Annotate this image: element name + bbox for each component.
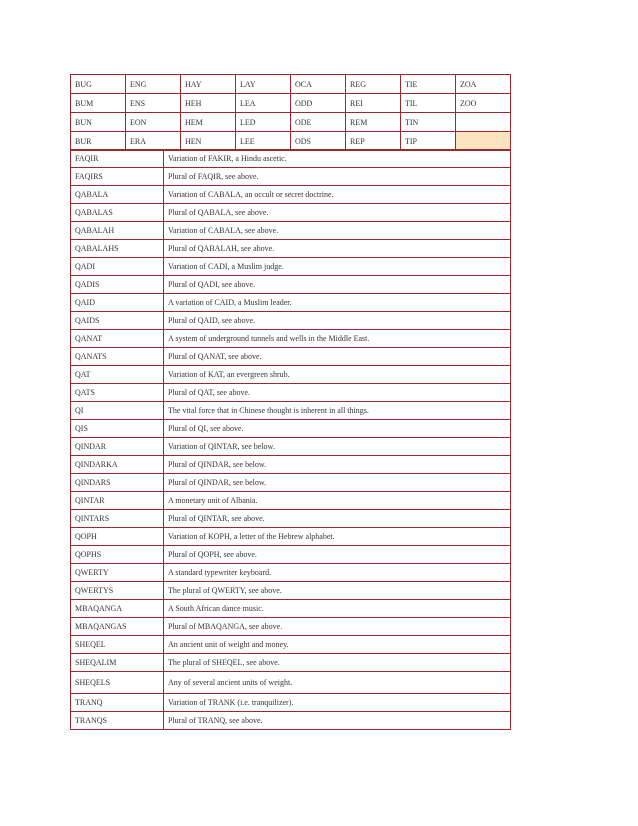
definition-word: QOPH [71,528,164,546]
definition-word: QINDARKA [71,456,164,474]
definition-row [71,694,511,712]
definition-word: QABALAS [71,204,164,222]
definition-text: A variation of CAID, a Muslim leader. [164,294,511,312]
definition-row [71,654,511,672]
definition-text: Variation of CADI, a Muslim judge. [164,258,511,276]
definition-text: Plural of QINDAR, see below. [164,474,511,492]
definition-row [71,546,511,564]
definition-text: Plural of QABALAH, see above. [164,240,511,258]
definition-text: Variation of KAT, an evergreen shrub. [164,366,511,384]
definition-word: TRANQ [71,694,164,712]
word-grid-row [71,94,511,113]
definition-text: Plural of QANAT, see above. [164,348,511,366]
definition-text: Plural of QINDAR, see below. [164,456,511,474]
definition-word: QANATS [71,348,164,366]
definition-text: Plural of TRANQ, see above. [164,712,511,730]
word-grid-cell: ZOA [456,75,511,94]
word-grid-cell: OCA [291,75,346,94]
word-grid-row [71,75,511,94]
word-grid-cell [456,113,511,132]
definition-word: QABALA [71,186,164,204]
definition-text: The vital force that in Chinese thought is inherent in all things. [164,402,511,420]
word-grid-cell: EON [126,113,181,132]
word-grid-cell: HEN [181,132,236,151]
definition-text: Plural of QAID, see above. [164,312,511,330]
definition-text: Plural of QINTAR, see above. [164,510,511,528]
word-grid-cell: HEM [181,113,236,132]
definition-row [71,712,511,730]
word-grid-cell: REG [346,75,401,94]
word-grid-cell: BUG [71,75,126,94]
definition-word: MBAQANGAS [71,618,164,636]
word-grid-cell: REP [346,132,401,151]
definition-word: QANAT [71,330,164,348]
definition-word: QINDARS [71,474,164,492]
definition-text: A South African dance music. [164,600,511,618]
word-grid-row [71,132,511,151]
definition-word: QABALAH [71,222,164,240]
definition-text: Plural of MBAQANGA, see above. [164,618,511,636]
definition-word: QIS [71,420,164,438]
definition-text: The plural of QWERTY, see above. [164,582,511,600]
word-grid-cell: HAY [181,75,236,94]
definition-row [71,204,511,222]
definition-word: QWERTY [71,564,164,582]
definition-row [71,348,511,366]
definition-word: QATS [71,384,164,402]
definition-row [71,258,511,276]
definition-row [71,402,511,420]
word-grid-cell: ODD [291,94,346,113]
definition-row [71,294,511,312]
definition-word: QWERTYS [71,582,164,600]
word-grid-cell: REM [346,113,401,132]
definition-word: QINDAR [71,438,164,456]
definition-text: A standard typewriter keyboard. [164,564,511,582]
word-grid-cell: LEA [236,94,291,113]
definition-row [71,618,511,636]
word-grid-cell: LAY [236,75,291,94]
definition-word: QI [71,402,164,420]
definition-word: MBAQANGA [71,600,164,618]
definition-text: Variation of FAKIR, a Hindu ascetic. [164,150,511,168]
definition-text: Variation of KOPH, a letter of the Hebrew alphabet. [164,528,511,546]
word-grid-cell: ODS [291,132,346,151]
definition-word: QOPHS [71,546,164,564]
word-grid-cell: TIL [401,94,456,113]
word-grid-cell: BUN [71,113,126,132]
word-grid-cell: LEE [236,132,291,151]
definition-word: FAQIRS [71,168,164,186]
definitions-body [71,150,511,730]
word-grid-cell [456,132,511,151]
definition-word: FAQIR [71,150,164,168]
definition-text: A system of underground tunnels and wells in the Middle East. [164,330,511,348]
definition-text: Plural of QADI, see above. [164,276,511,294]
definition-word: QINTARS [71,510,164,528]
definition-text: Variation of CABALA, see above. [164,222,511,240]
word-grid-cell: BUR [71,132,126,151]
definition-word: SHEQALIM [71,654,164,672]
definition-word: QAIDS [71,312,164,330]
definition-row [71,474,511,492]
definition-row [71,168,511,186]
definition-text: Variation of TRANK (i.e. tranquilizer). [164,694,511,712]
definition-word: QADIS [71,276,164,294]
word-grid-cell: REI [346,94,401,113]
word-grid-cell: TIN [401,113,456,132]
word-grid-table [70,74,511,151]
definitions-table [70,149,511,730]
definition-text: A monetary unit of Albania. [164,492,511,510]
definition-text: The plural of SHEQEL, see above. [164,654,511,672]
word-grid-row [71,113,511,132]
definition-word: QAT [71,366,164,384]
definition-row [71,186,511,204]
definition-word: SHEQELS [71,672,164,694]
definition-row [71,636,511,654]
definition-text: Any of several ancient units of weight. [164,672,511,694]
definition-row [71,510,511,528]
definition-word: QINTAR [71,492,164,510]
definition-row [71,456,511,474]
definition-word: TRANQS [71,712,164,730]
word-grid-cell: TIP [401,132,456,151]
definition-row [71,564,511,582]
definition-row [71,312,511,330]
word-grid-cell: HEH [181,94,236,113]
definition-row [71,438,511,456]
definition-row [71,600,511,618]
word-grid-cell: ERA [126,132,181,151]
definition-row [71,384,511,402]
definition-text: Variation of CABALA, an occult or secret doctrine. [164,186,511,204]
definition-text: Variation of QINTAR, see below. [164,438,511,456]
word-grid-cell: ENG [126,75,181,94]
definition-word: QABALAHS [71,240,164,258]
definition-row [71,240,511,258]
definition-row [71,420,511,438]
definition-text: Plural of QOPH, see above. [164,546,511,564]
word-grid-cell: LED [236,113,291,132]
definition-row [71,492,511,510]
definition-text: Plural of QABALA, see above. [164,204,511,222]
definition-row [71,582,511,600]
definition-word: QADI [71,258,164,276]
definition-text: Plural of FAQIR, see above. [164,168,511,186]
definition-row [71,276,511,294]
definition-word: QAID [71,294,164,312]
definition-row [71,150,511,168]
word-grid-cell: ZOO [456,94,511,113]
definition-row [71,330,511,348]
definition-row [71,672,511,694]
definition-text: Plural of QAT, see above. [164,384,511,402]
word-grid-cell: TIE [401,75,456,94]
definition-row [71,366,511,384]
definition-text: Plural of QI, see above. [164,420,511,438]
definition-row [71,528,511,546]
definition-row [71,222,511,240]
definition-word: SHEQEL [71,636,164,654]
definition-text: An ancient unit of weight and money. [164,636,511,654]
word-grid-body [71,75,511,151]
word-grid-cell: ENS [126,94,181,113]
word-grid-cell: ODE [291,113,346,132]
word-grid-cell: BUM [71,94,126,113]
